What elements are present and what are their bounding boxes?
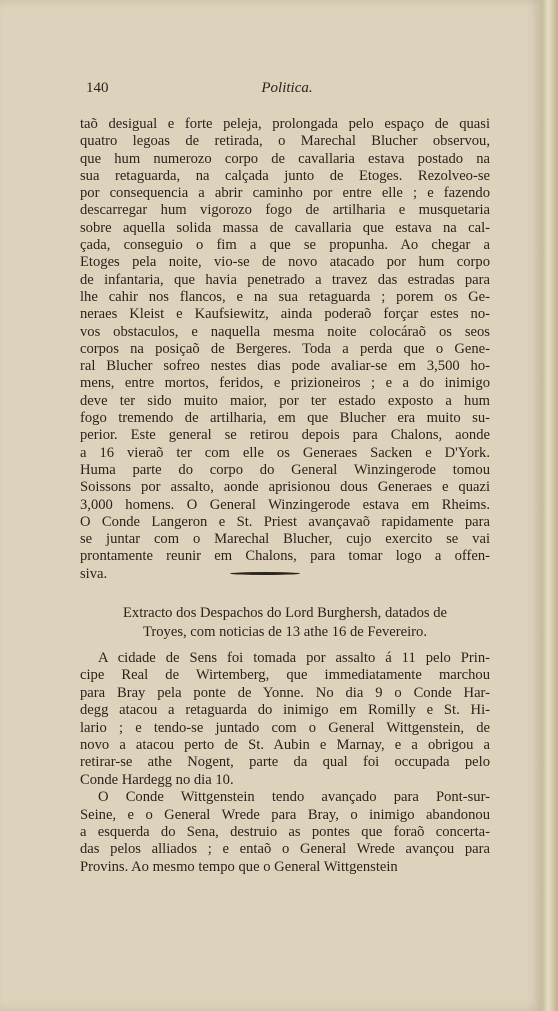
- paragraph2-line: A cidade de Sens foi tomada por assalto á 11 pelo Prin-: [98, 650, 490, 666]
- paragraph1-line: sua retaguarda, na calçada junto de Etoges. Rezolveo-se: [80, 167, 490, 184]
- paragraph3-line: O Conde Wittgenstein tendo avançado para Pont-sur-: [98, 789, 490, 806]
- paragraph1-line: 3,000 homens. O General Winzingerode estava em Rheims.: [80, 496, 490, 513]
- paragraph1-line: perior. Este general se retirou depois para Chalons, aonde: [80, 427, 490, 444]
- paragraph2-line: Conde Hardegg no dia 10.: [80, 771, 234, 788]
- paragraph-blucher-retreat: [80, 116, 490, 583]
- paragraph1-line: Etoges pela noite, vio-se de novo atacado por hum corpo: [80, 254, 490, 271]
- paragraph3-line: Provins. Ao mesmo tempo que o General Wittgenstein: [80, 858, 398, 875]
- running-title: Politica.: [261, 80, 313, 96]
- paragraph1-line: descarregar hum vigorozo fogo de artilharia e musquetaria: [80, 202, 490, 219]
- paragraph1-line: se juntar com o Marechal Blucher, cujo exercito se vai: [80, 531, 490, 548]
- paragraph2-line: cipe Real de Wirtemberg, que immediatamente marchou: [80, 667, 490, 684]
- heading-line: Troyes, com noticias de 13 athe 16 de Fevereiro.: [143, 624, 427, 640]
- paragraph2-line: novo a atacou perto de St. Aubin e Marnay, e a obrigou a: [80, 737, 490, 754]
- section-heading: [80, 604, 490, 642]
- paragraph1-line: corpos na posiçaõ de Bergeres. Toda a perda que o Gene-: [80, 340, 490, 357]
- paragraph2-line: para Bray pela ponte de Yonne. No dia 9 o Conde Har-: [80, 684, 490, 701]
- paragraph2-line: retirar-se athe Nogent, parte da qual foi occupada pelo: [80, 754, 490, 771]
- paragraph1-line: Soissons por assalto, aonde aprisionou dous Generaes e quazi: [80, 479, 490, 496]
- paragraph2-line: degg atacou a retaguarda do inimigo em Romilly e St. Hi-: [80, 702, 490, 719]
- section-divider-rule: [230, 572, 300, 575]
- paragraph1-line: O Conde Langeron e St. Priest avançavaõ rapidamente para: [80, 513, 490, 530]
- page-edge: [542, 0, 558, 1011]
- paragraph1-line: çada, conseguio o fim a que se propunha. Ao chegar a: [80, 237, 490, 254]
- paragraph1-line: vos obstaculos, e naquella mesma noite colocáraõ os seos: [80, 323, 490, 340]
- page-header: [86, 80, 488, 102]
- paragraph1-line: quatro legoas de retirada, o Marechal Blucher observou,: [80, 133, 490, 150]
- paragraph1-line: prontamente reunir em Chalons, para tomar logo a offen-: [80, 548, 490, 565]
- paragraph1-line: fogo tremendo de artilharia, em que Blucher era muito su-: [80, 410, 490, 427]
- paragraph2-line: lario ; e tendo-se juntado com o General Wittgenstein, de: [80, 719, 490, 736]
- paragraph1-line: de infantaria, que havia penetrado a travez das estradas para: [80, 271, 490, 288]
- paragraph3-line: a esquerda do Sena, destruio as pontes que foraõ concerta-: [80, 824, 490, 841]
- paragraph1-line: por consequencia a abrir caminho por entre elle ; e fazendo: [80, 185, 490, 202]
- paragraphs-burghersh-despatches: [80, 650, 490, 876]
- paragraph1-line: deve ter sido muito maior, por ter estado exposto a hum: [80, 392, 490, 409]
- page-number: 140: [86, 80, 109, 96]
- paragraph3-line: das pelos alliados ; e entaõ o General Wrede avançou para: [80, 841, 490, 858]
- heading-line: Extracto dos Despachos do Lord Burghersh, datados de: [123, 605, 447, 621]
- paragraph1-line: lhe cahir nos flancos, e na sua retaguarda ; porem os Ge-: [80, 288, 490, 305]
- paragraph1-line: que hum numerozo corpo de cavallaria estava postado na: [80, 150, 490, 167]
- paragraph1-line: neraes Kleist e Kaufsiewitz, ainda poderaõ forçar estes no-: [80, 306, 490, 323]
- paragraph1-line: siva.: [80, 565, 108, 582]
- paragraph3-line: Seine, e o General Wrede para Bray, o inimigo abandonou: [80, 806, 490, 823]
- paragraph1-line: mens, entre mortos, feridos, e prizioneiros ; e a do inimigo: [80, 375, 490, 392]
- paragraph1-line: a 16 vieraõ ter com elle os Generaes Sacken e D'York.: [80, 444, 490, 461]
- paragraph1-line: sobre aquella solida massa de cavallaria que estava na cal-: [80, 219, 490, 236]
- paragraph1-line: ral Blucher sofreo nestes dias pode avaliar-se em 3,500 ho-: [80, 358, 490, 375]
- paragraph1-line: taõ desigual e forte peleja, prolongada pelo espaço de quasi: [80, 116, 490, 132]
- paragraph1-line: Huma parte do corpo do General Winzingerode tomou: [80, 461, 490, 478]
